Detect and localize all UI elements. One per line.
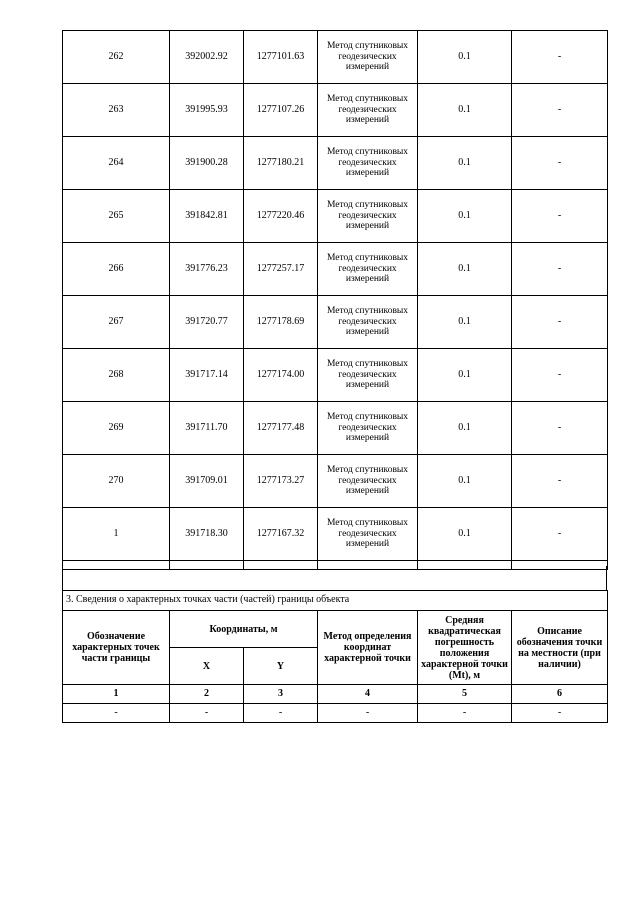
method-cell: Метод спутниковых геодезических измерений: [318, 137, 418, 190]
column-number: 3: [244, 685, 318, 704]
y-coordinate-cell: 1277180.21: [244, 137, 318, 190]
method-cell: Метод спутниковых геодезических измерений: [318, 243, 418, 296]
x-coordinate-cell: 391776.23: [170, 243, 244, 296]
header-description: Описание обозначения точки на местности (при наличии): [512, 611, 608, 685]
header-y: Y: [244, 648, 318, 685]
column-number: 4: [318, 685, 418, 704]
method-cell: Метод спутниковых геодезических измерений: [318, 190, 418, 243]
table-row: [63, 296, 608, 349]
table-row: [63, 455, 608, 508]
empty-cell: -: [418, 704, 512, 723]
table-row: [63, 190, 608, 243]
description-cell: -: [512, 455, 608, 508]
accuracy-cell: 0.1: [418, 190, 512, 243]
x-coordinate-cell: 391717.14: [170, 349, 244, 402]
description-cell: -: [512, 508, 608, 561]
description-cell: -: [512, 31, 608, 84]
accuracy-cell: 0.1: [418, 137, 512, 190]
y-coordinate-cell: 1277220.46: [244, 190, 318, 243]
description-cell: -: [512, 243, 608, 296]
spacer-row: [62, 566, 607, 591]
column-number: 2: [170, 685, 244, 704]
method-cell: Метод спутниковых геодезических измерений: [318, 508, 418, 561]
method-cell: Метод спутниковых геодезических измерений: [318, 402, 418, 455]
empty-cell: -: [244, 704, 318, 723]
header-coordinates: Координаты, м: [170, 611, 318, 648]
x-coordinate-cell: 391718.30: [170, 508, 244, 561]
description-cell: -: [512, 137, 608, 190]
y-coordinate-cell: 1277107.26: [244, 84, 318, 137]
table-row: [63, 508, 608, 561]
description-cell: -: [512, 190, 608, 243]
table-row: [63, 243, 608, 296]
point-id-cell: 264: [63, 137, 170, 190]
column-number: 1: [63, 685, 170, 704]
description-cell: -: [512, 296, 608, 349]
point-id-cell: 270: [63, 455, 170, 508]
y-coordinate-cell: 1277167.32: [244, 508, 318, 561]
y-coordinate-cell: 1277173.27: [244, 455, 318, 508]
description-cell: -: [512, 402, 608, 455]
empty-cell: -: [512, 704, 608, 723]
point-id-cell: 265: [63, 190, 170, 243]
accuracy-cell: 0.1: [418, 455, 512, 508]
accuracy-cell: 0.1: [418, 349, 512, 402]
accuracy-cell: 0.1: [418, 296, 512, 349]
table-row: [63, 84, 608, 137]
accuracy-cell: 0.1: [418, 402, 512, 455]
y-coordinate-cell: 1277177.48: [244, 402, 318, 455]
method-cell: Метод спутниковых геодезических измерений: [318, 455, 418, 508]
method-cell: Метод спутниковых геодезических измерений: [318, 84, 418, 137]
x-coordinate-cell: 391995.93: [170, 84, 244, 137]
column-number: 6: [512, 685, 608, 704]
y-coordinate-cell: 1277178.69: [244, 296, 318, 349]
table-row: [63, 137, 608, 190]
empty-data-row: [63, 704, 608, 723]
header-designation: Обозначение характерных точек части границы: [63, 611, 170, 685]
header-method: Метод определения координат характерной точки: [318, 611, 418, 685]
point-id-cell: 262: [63, 31, 170, 84]
empty-cell: -: [318, 704, 418, 723]
accuracy-cell: 0.1: [418, 84, 512, 137]
section-3-title: 3. Сведения о характерных точках части (частей) границы объекта: [63, 591, 608, 611]
point-id-cell: 269: [63, 402, 170, 455]
x-coordinate-cell: 392002.92: [170, 31, 244, 84]
x-coordinate-cell: 391711.70: [170, 402, 244, 455]
y-coordinate-cell: 1277174.00: [244, 349, 318, 402]
accuracy-cell: 0.1: [418, 31, 512, 84]
table-row: [63, 31, 608, 84]
empty-cell: -: [63, 704, 170, 723]
column-numbers-row: [63, 685, 608, 704]
point-id-cell: 268: [63, 349, 170, 402]
empty-cell: -: [170, 704, 244, 723]
header-accuracy: Средняя квадратическая погрешность положения характерной точки (Mt), м: [418, 611, 512, 685]
accuracy-cell: 0.1: [418, 243, 512, 296]
table-row: [63, 402, 608, 455]
method-cell: Метод спутниковых геодезических измерений: [318, 31, 418, 84]
description-cell: -: [512, 349, 608, 402]
point-id-cell: 1: [63, 508, 170, 561]
method-cell: Метод спутниковых геодезических измерений: [318, 349, 418, 402]
description-cell: -: [512, 84, 608, 137]
point-id-cell: 266: [63, 243, 170, 296]
y-coordinate-cell: 1277257.17: [244, 243, 318, 296]
section-3-table: [62, 590, 608, 723]
column-number: 5: [418, 685, 512, 704]
header-x: X: [170, 648, 244, 685]
x-coordinate-cell: 391720.77: [170, 296, 244, 349]
x-coordinate-cell: 391709.01: [170, 455, 244, 508]
table-row: [63, 349, 608, 402]
point-id-cell: 267: [63, 296, 170, 349]
characteristic-points-table: [62, 30, 608, 570]
y-coordinate-cell: 1277101.63: [244, 31, 318, 84]
method-cell: Метод спутниковых геодезических измерений: [318, 296, 418, 349]
accuracy-cell: 0.1: [418, 508, 512, 561]
x-coordinate-cell: 391842.81: [170, 190, 244, 243]
x-coordinate-cell: 391900.28: [170, 137, 244, 190]
point-id-cell: 263: [63, 84, 170, 137]
